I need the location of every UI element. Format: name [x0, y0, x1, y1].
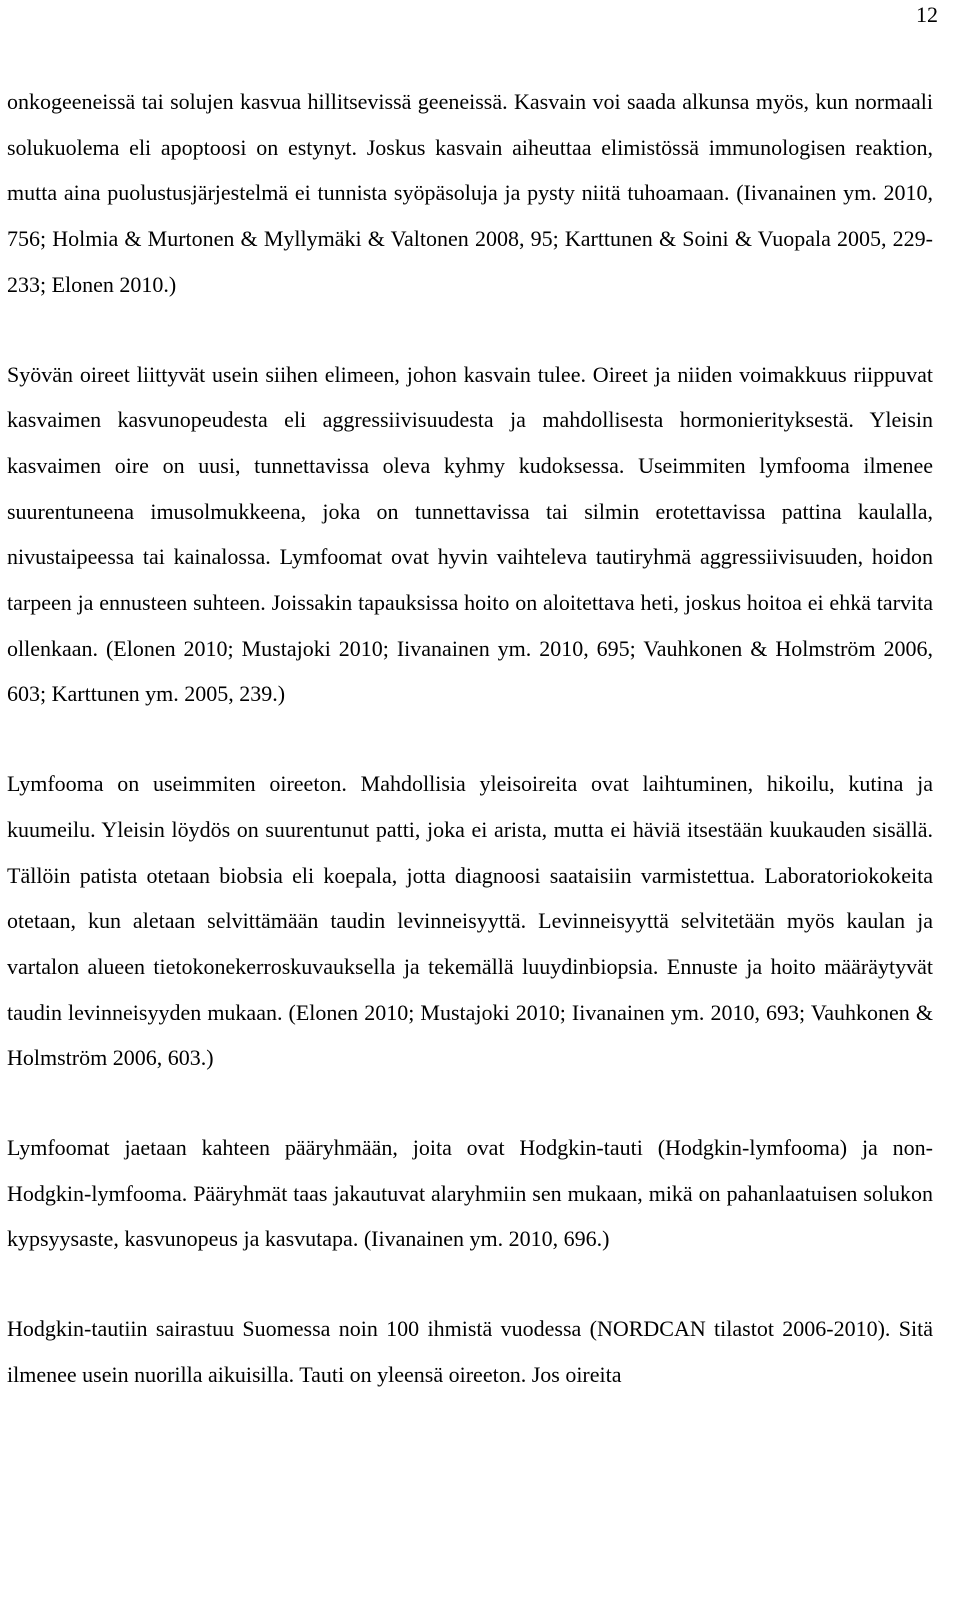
- paragraph-tumor-origin: onkogeeneissä tai solujen kasvua hillitsevissä geeneissä. Kasvain voi saada alkunsa myös, kun normaali solukuolema eli apoptoosi on estynyt. Joskus kasvain aiheuttaa elimistössä immunologisen reaktion, mutta aina puolustusjärjestelmä ei tunnista syöpäsoluja ja pysty niitä tuhoamaan. (Iivanainen ym. 2010, 756; Holmia & Murtonen & Myllymäki & Valtonen 2008, 95; Karttunen & Soini & Vuopala 2005, 229-233; Elonen 2010.): [7, 89, 933, 297]
- page-number: 12: [916, 2, 938, 27]
- paragraph-hodgkin-incidence: Hodgkin-tautiin sairastuu Suomessa noin 100 ihmistä vuodessa (NORDCAN tilastot 2006-2010). Sitä ilmenee usein nuorilla aikuisilla. Tauti on yleensä oireeton. Jos oireita: [7, 1316, 933, 1387]
- document-body: [7, 79, 933, 1398]
- paragraph-cancer-symptoms: Syövän oireet liittyvät usein siihen elimeen, johon kasvain tulee. Oireet ja niiden voimakkuus riippuvat kasvaimen kasvunopeudesta eli aggressiivisuudesta ja mahdollisesta hormonierityksestä. Yleisin kasvaimen oire on uusi, tunnettavissa oleva kyhmy kudoksessa. Useimmiten lymfooma ilmenee suurentuneena imusolmukkeena, joka on tunnettavissa tai silmin erotettavissa pattina kaulalla, nivustaipeessa tai kainalossa. Lymfoomat ovat hyvin vaihteleva tautiryhmä aggressiivisuuden, hoidon tarpeen ja ennusteen suhteen. Joissakin tapauksissa hoito on aloitettava heti, joskus hoitoa ei ehkä tarvita ollenkaan. (Elonen 2010; Mustajoki 2010; Iivanainen ym. 2010, 695; Vauhkonen & Holmström 2006, 603; Karttunen ym. 2005, 239.): [7, 361, 933, 707]
- paragraph-lymphoma-groups: Lymfoomat jaetaan kahteen pääryhmään, joita ovat Hodgkin-tauti (Hodgkin-lymfooma) ja non-Hodgkin-lymfooma. Pääryhmät taas jakautuvat alaryhmiin sen mukaan, mikä on pahanlaatuisen solukon kypsyysaste, kasvunopeus ja kasvutapa. (Iivanainen ym. 2010, 696.): [7, 1135, 933, 1252]
- paragraph-lymphoma-diagnosis: Lymfooma on useimmiten oireeton. Mahdollisia yleisoireita ovat laihtuminen, hikoilu, kutina ja kuumeilu. Yleisin löydös on suurentunut patti, joka ei arista, mutta ei häviä itsestään kuukauden sisällä. Tällöin patista otetaan biobsia eli koepala, jotta diagnoosi saataisiin varmistettua. Laboratoriokokeita otetaan, kun aletaan selvittämään taudin levinneisyyttä. Levinneisyyttä selvitetään myös kaulan ja vartalon alueen tietokonekerroskuvauksella ja tekemällä luuydinbiopsia. Ennuste ja hoito määräytyvät taudin levinneisyyden mukaan. (Elonen 2010; Mustajoki 2010; Iivanainen ym. 2010, 693; Vauhkonen & Holmström 2006, 603.): [7, 771, 933, 1071]
